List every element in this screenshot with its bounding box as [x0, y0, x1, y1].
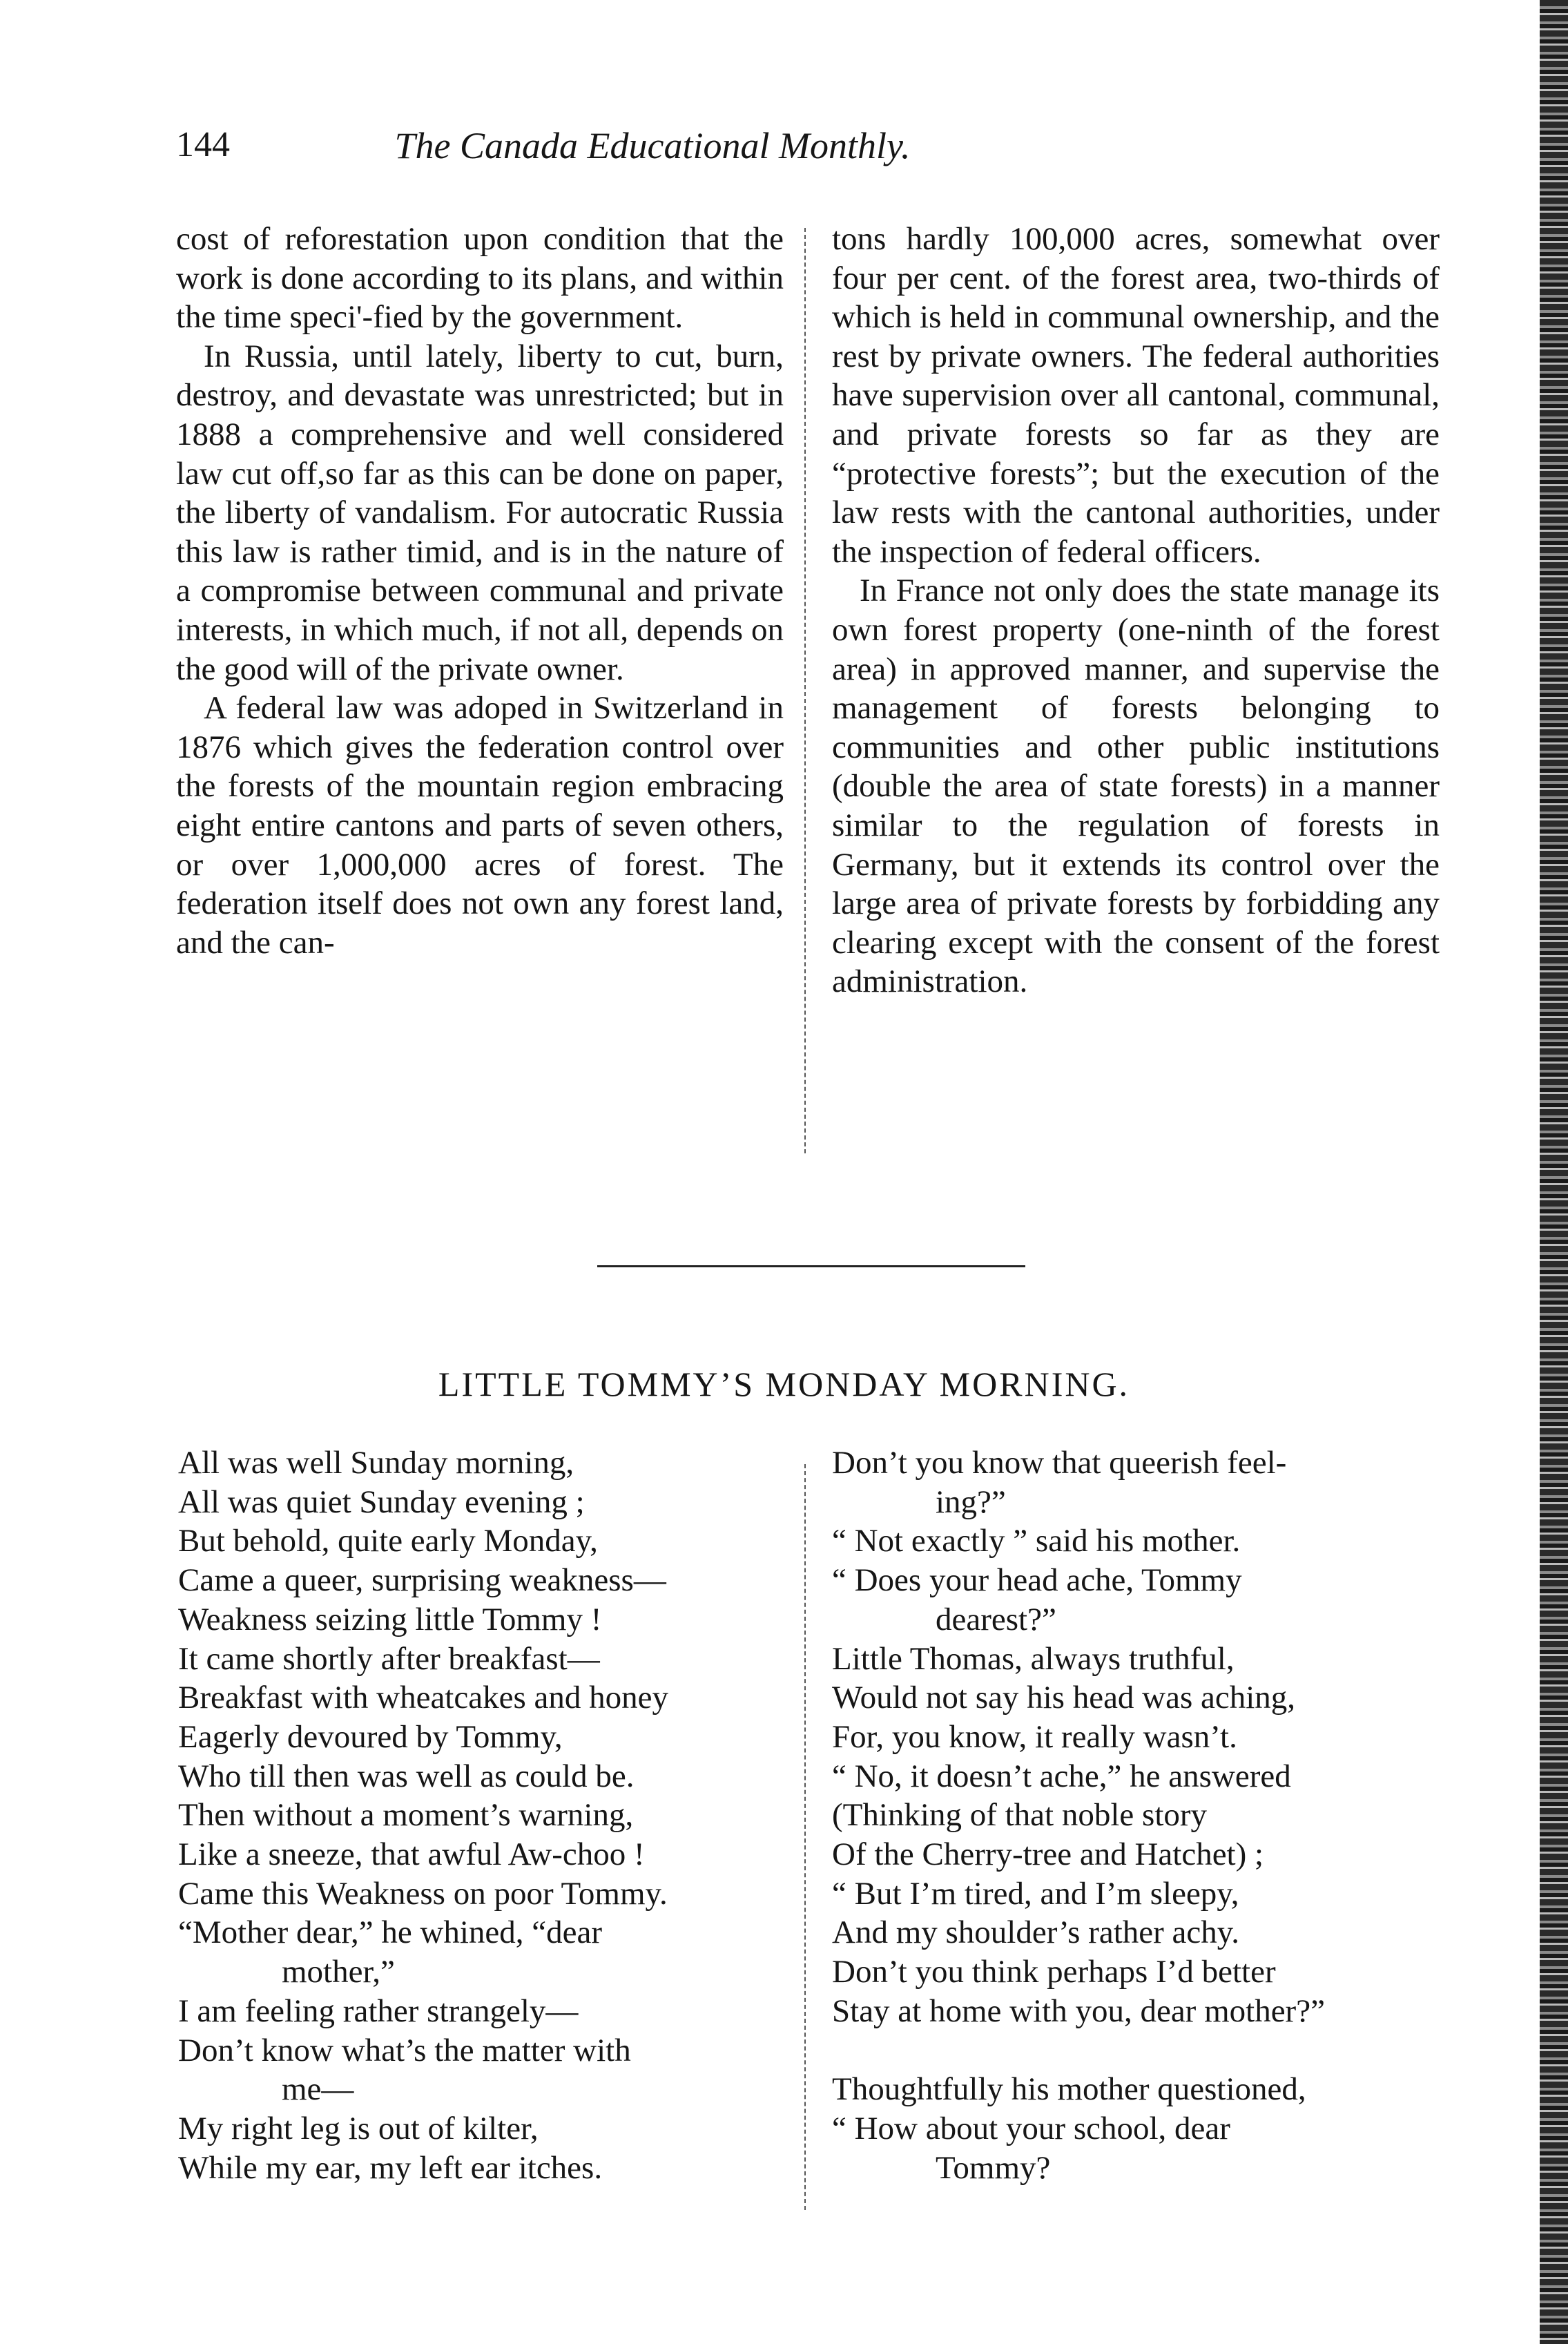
- poem-line: Came a queer, surprising weakness—: [178, 1562, 666, 1599]
- poem-line: I am feeling rather strangely—: [178, 1992, 579, 2029]
- column-divider: [804, 1464, 806, 2210]
- column-divider: [804, 228, 806, 1153]
- poem-left-column: [178, 1443, 786, 2187]
- poem-line-continuation: Tommy?: [936, 2149, 1051, 2186]
- stanza-break: [832, 2031, 1440, 2071]
- poem-line: Little Thomas, always truthful,: [832, 1640, 1235, 1677]
- poem-line: “ Not exactly ” said his mother.: [832, 1523, 1241, 1559]
- poem-line-continuation: ing?”: [936, 1483, 1006, 1520]
- poem-line: (Thinking of that noble story: [832, 1797, 1208, 1834]
- poem-line: Of the Cherry-tree and Hatchet) ;: [832, 1836, 1264, 1873]
- poem-line: “ How about your school, dear: [832, 2110, 1230, 2146]
- poem-line: Breakfast with wheatcakes and honey: [178, 1680, 668, 1716]
- poem-line: And my shoulder’s rather achy.: [832, 1914, 1239, 1951]
- poem-line-continuation: dearest?”: [936, 1601, 1056, 1637]
- article-paragraph: cost of reforestation upon condition that the work is done according to its plans, and within the time speci'-fied by the government.: [176, 221, 784, 336]
- poem-line: Thoughtfully his mother questioned,: [832, 2071, 1306, 2108]
- poem-line: While my ear, my left ear itches.: [178, 2149, 603, 2186]
- running-title: The Canada Educational Monthly.: [394, 125, 911, 166]
- poem-line-continuation: me—: [282, 2071, 354, 2108]
- poem-line: Stay at home with you, dear mother?”: [832, 1992, 1325, 2029]
- poem-line: Came this Weakness on poor Tommy.: [178, 1875, 668, 1912]
- page-header: [176, 124, 1129, 186]
- poem-line: Eagerly devoured by Tommy,: [178, 1718, 563, 1755]
- poem-line: “ But I’m tired, and I’m sleepy,: [832, 1875, 1239, 1912]
- article-paragraph: A federal law was adoped in Switzerland in 1876 which gives the federation control over the forests of the mountain region embracing eight entire cantons and parts of seven others, or over 1,000,000 acres of forest. The federation itself does not own any forest land, and the can-: [176, 690, 784, 961]
- poem-line: But behold, quite early Monday,: [178, 1523, 598, 1559]
- article-paragraph: In Russia, until lately, liberty to cut, burn, destroy, and devastate was unrestricted; but in 1888 a comprehensive and well considered law cut off,so far as this can be done on paper, the liberty of vandalism. For autocratic Russia this law is rather timid, and is in the nature of a compromise between communal and private interests, in which much, if not all, depends on the good will of the private owner.: [176, 338, 784, 687]
- article-left-column: [176, 220, 784, 962]
- poem-line: All was quiet Sunday evening ;: [178, 1483, 585, 1520]
- poem-line: “ Does your head ache, Tommy: [832, 1562, 1242, 1599]
- poem-line: My right leg is out of kilter,: [178, 2110, 539, 2146]
- poem-line: All was well Sunday morning,: [178, 1445, 574, 1481]
- poem-title: LITTLE TOMMY’S MONDAY MORNING.: [438, 1365, 1130, 1403]
- poem-line: Then without a moment’s warning,: [178, 1797, 634, 1834]
- poem-line: Who till then was well as could be.: [178, 1758, 635, 1794]
- poem-line: Don’t you think perhaps I’d better: [832, 1954, 1276, 1990]
- poem-right-column: [832, 1443, 1440, 2187]
- section-separator: [597, 1265, 1025, 1267]
- poem-line: Would not say his head was aching,: [832, 1680, 1296, 1716]
- poem-line: “ No, it doesn’t ache,” he answered: [832, 1758, 1291, 1794]
- poem-line: For, you know, it really wasn’t.: [832, 1718, 1237, 1755]
- poem-line: Like a sneeze, that awful Aw-choo !: [178, 1836, 645, 1873]
- article-paragraph: tons hardly 100,000 acres, somewhat over four per cent. of the forest area, two-thirds of which is held in communal ownership, and the rest by private owners. The federal authorities have supervision over all cantonal, communal, and private forests so far as they are “protective forests”; but the execution of the law rests with the cantonal authorities, under the inspection of federal officers.: [832, 221, 1440, 570]
- article-right-column: [832, 220, 1440, 1001]
- page-number: 144: [176, 125, 230, 164]
- poem-line-continuation: mother,”: [282, 1954, 395, 1990]
- poem-line: “Mother dear,” he whined, “dear: [178, 1914, 603, 1951]
- article-paragraph: In France not only does the state manage its own forest property (one-ninth of the forest area) in approved manner, and supervise the management of forests belonging to communities and other public institutions (double the area of state forests) in a manner similar to the regulation of forests in Germany, but it extends its control over the large area of private forests by forbidding any clearing except with the consent of the forest administration.: [832, 573, 1440, 1000]
- poem-line: Weakness seizing little Tommy !: [178, 1601, 602, 1637]
- poem-line: Don’t you know that queerish feel-: [832, 1445, 1287, 1481]
- poem-line: Don’t know what’s the matter with: [178, 2032, 631, 2068]
- poem-line: It came shortly after breakfast—: [178, 1640, 600, 1677]
- scan-edge-strip: [1540, 0, 1568, 2344]
